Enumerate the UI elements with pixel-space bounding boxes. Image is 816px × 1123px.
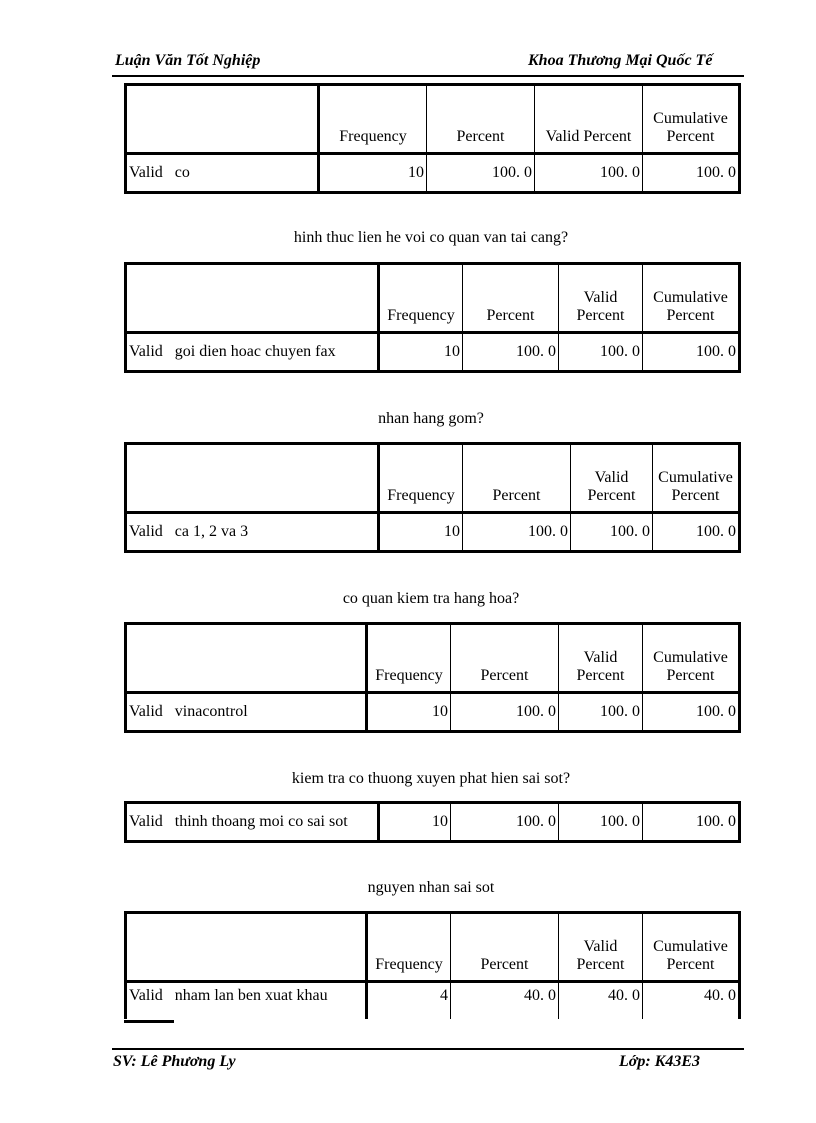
- table-header-stub: [126, 264, 379, 333]
- cell-cumulative-percent: 100. 0: [643, 154, 740, 193]
- frequency-table-3: [124, 442, 741, 553]
- frequency-table-2: [124, 262, 741, 373]
- cell-percent: 100. 0: [463, 513, 571, 552]
- row-label: Valid goi dien hoac chuyen fax: [126, 333, 379, 372]
- col-header-cumulative-percent: Cumulative Percent: [643, 264, 740, 333]
- table-caption: co quan kiem tra hang hoa?: [342, 590, 520, 607]
- cell-percent: 40. 0: [451, 982, 559, 1020]
- table-row: [126, 333, 740, 372]
- table-row: [126, 154, 740, 193]
- cell-cumulative-percent: 100. 0: [643, 693, 740, 732]
- table-header-stub: [126, 624, 367, 693]
- cell-valid-percent: 100. 0: [535, 154, 643, 193]
- col-header-frequency: Frequency: [379, 444, 463, 513]
- table-header-stub: [126, 85, 319, 154]
- col-header-percent: Percent: [451, 913, 559, 982]
- cell-cumulative-percent: 100. 0: [643, 333, 740, 372]
- page-footer-left: SV: Lê Phương Ly: [113, 1053, 236, 1070]
- col-header-percent: Percent: [451, 624, 559, 693]
- col-header-cumulative-percent: Cumulative Percent: [643, 85, 740, 154]
- table-stub-border: [124, 1020, 174, 1023]
- cell-frequency: 10: [319, 154, 427, 193]
- table-caption: nguyen nhan sai sot: [367, 879, 495, 896]
- table-row: [126, 513, 740, 552]
- cell-percent: 100. 0: [427, 154, 535, 193]
- table-header-stub: [126, 913, 367, 982]
- cell-frequency: 10: [379, 333, 463, 372]
- col-header-frequency: Frequency: [367, 913, 451, 982]
- cell-percent: 100. 0: [463, 333, 559, 372]
- frequency-table-5: [124, 801, 741, 843]
- row-label: Valid thinh thoang moi co sai sot: [126, 803, 379, 842]
- page-header-right: Khoa Thương Mại Quốc Tế: [528, 52, 713, 69]
- col-header-cumulative-percent: Cumulative Percent: [653, 444, 740, 513]
- frequency-table-1: [124, 83, 741, 194]
- cell-percent: 100. 0: [451, 693, 559, 732]
- col-header-percent: Percent: [427, 85, 535, 154]
- table-caption: kiem tra co thuong xuyen phat hien sai sot?: [291, 770, 571, 787]
- footer-rule: [112, 1048, 744, 1050]
- header-rule: [112, 75, 744, 77]
- cell-valid-percent: 100. 0: [571, 513, 653, 552]
- table-header-stub: [126, 444, 379, 513]
- table-row: [126, 982, 740, 1020]
- table-caption: nhan hang gom?: [378, 410, 484, 427]
- page-footer-right: Lớp: K43E3: [619, 1053, 701, 1070]
- col-header-percent: Percent: [463, 264, 559, 333]
- col-header-valid-percent: Valid Percent: [559, 264, 643, 333]
- frequency-table-6: [124, 911, 741, 1019]
- cell-valid-percent: 100. 0: [559, 333, 643, 372]
- row-label: Valid vinacontrol: [126, 693, 367, 732]
- col-header-valid-percent: Valid Percent: [559, 624, 643, 693]
- table-caption: hinh thuc lien he voi co quan van tai cang?: [293, 229, 569, 246]
- cell-frequency: 10: [379, 803, 451, 842]
- cell-valid-percent: 100. 0: [559, 693, 643, 732]
- frequency-table-4: [124, 622, 741, 733]
- cell-frequency: 10: [367, 693, 451, 732]
- cell-percent: 100. 0: [451, 803, 559, 842]
- cell-cumulative-percent: 100. 0: [653, 513, 740, 552]
- cell-cumulative-percent: 40. 0: [643, 982, 740, 1020]
- cell-valid-percent: 40. 0: [559, 982, 643, 1020]
- col-header-valid-percent: Valid Percent: [535, 85, 643, 154]
- cell-frequency: 10: [379, 513, 463, 552]
- col-header-cumulative-percent: Cumulative Percent: [643, 913, 740, 982]
- col-header-valid-percent: Valid Percent: [559, 913, 643, 982]
- table-row: [126, 693, 740, 732]
- cell-frequency: 4: [367, 982, 451, 1020]
- row-label: Valid ca 1, 2 va 3: [126, 513, 379, 552]
- page-header-left: Luận Văn Tốt Nghiệp: [115, 52, 261, 69]
- col-header-valid-percent: Valid Percent: [571, 444, 653, 513]
- row-label: Valid co: [126, 154, 319, 193]
- cell-valid-percent: 100. 0: [559, 803, 643, 842]
- col-header-cumulative-percent: Cumulative Percent: [643, 624, 740, 693]
- table-row: [126, 803, 740, 842]
- col-header-percent: Percent: [463, 444, 571, 513]
- col-header-frequency: Frequency: [379, 264, 463, 333]
- row-label: Valid nham lan ben xuat khau: [126, 982, 367, 1020]
- cell-cumulative-percent: 100. 0: [643, 803, 740, 842]
- col-header-frequency: Frequency: [367, 624, 451, 693]
- col-header-frequency: Frequency: [319, 85, 427, 154]
